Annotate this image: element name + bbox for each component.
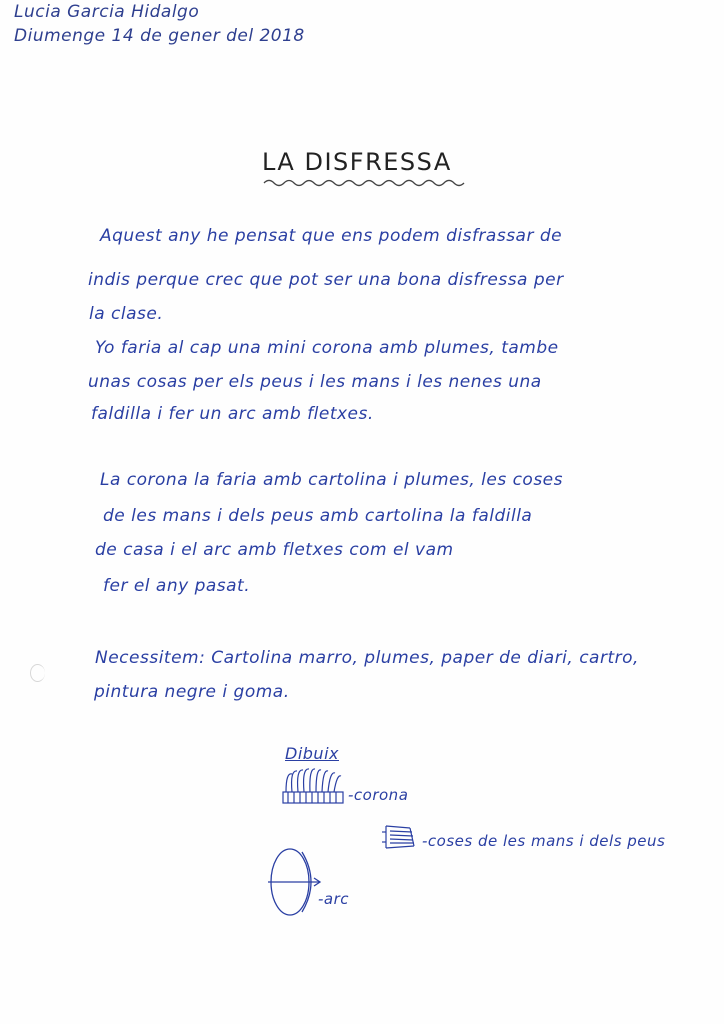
text-line: pintura negre i goma. <box>94 682 290 702</box>
text-line: La corona la faria amb cartolina i plumes, les coses <box>100 470 564 490</box>
text-line: fer el any pasat. <box>103 576 251 596</box>
bow-drawing <box>262 844 324 920</box>
text-line: unas cosas per els peus i les mans i les nenes una <box>88 372 542 392</box>
bracelet-label: -coses de les mans i dels peus <box>422 832 666 850</box>
text-line: Necessitem: Cartolina marro, plumes, paper de diari, cartro, <box>95 648 639 668</box>
bow-label: -arc <box>318 890 350 908</box>
text-line: de les mans i dels peus amb cartolina la faldilla <box>103 506 533 526</box>
text-line: faldilla i fer un arc amb fletxes. <box>91 404 374 424</box>
text-line: Yo faria al cap una mini corona amb plumes, tambe <box>95 338 559 358</box>
crown-drawing <box>280 768 350 808</box>
document-date: Diumenge 14 de gener del 2018 <box>14 26 305 46</box>
page-title: LA DISFRESSA <box>262 148 452 176</box>
text-line: indis perque crec que pot ser una bona disfressa per <box>88 270 564 290</box>
crown-label: -corona <box>348 786 409 804</box>
bracelet-drawing <box>380 822 422 852</box>
drawing-heading: Dibuix <box>285 744 339 763</box>
text-line: la clase. <box>89 304 164 324</box>
text-line: Aquest any he pensat que ens podem disfrassar de <box>100 226 563 246</box>
text-line: de casa i el arc amb fletxes com el vam <box>95 540 454 560</box>
author-name: Lucia Garcia Hidalgo <box>14 2 200 22</box>
